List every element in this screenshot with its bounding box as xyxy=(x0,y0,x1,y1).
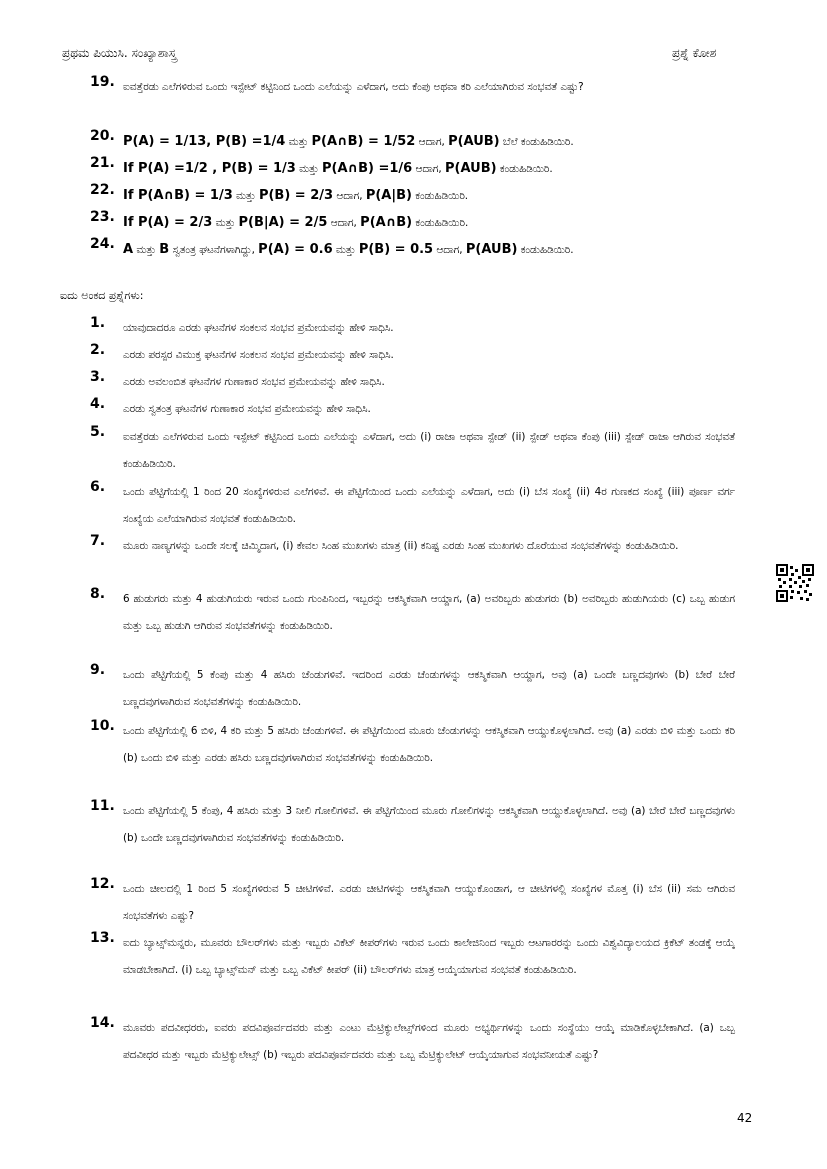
text-fragment: ಬೆಲೆ ಕಂಡುಹಿಡಿಯಿರಿ. xyxy=(499,136,574,148)
question-text xyxy=(123,236,735,264)
question-text xyxy=(123,128,735,156)
math-expression: P(A∩B) =1/6 xyxy=(322,161,413,176)
question-number: 13. xyxy=(90,930,115,946)
question-text xyxy=(123,209,735,237)
math-expression: P(A∩B) xyxy=(360,215,413,230)
text-fragment: ಕಂಡುಹಿಡಿಯಿರಿ. xyxy=(411,190,469,202)
text-fragment: ಮತ್ತು xyxy=(285,136,312,148)
question-number: 3. xyxy=(90,369,106,385)
question-text: ಒಂದು ಚೀಲದಲ್ಲಿ 1 ರಿಂದ 5 ಸಂಖ್ಯೆಗಳಿರುವ 5 ಚೀಟಿಗಳಿವೆ. ಎರಡು ಚೀಟಿಗಳನ್ನು ಆಕಸ್ಮಿಕವಾಗಿ ಆಯ್ದುಕೊಂಡಾಗ, ಆ ಚೀಟಿಗಳಲ್ಲಿ ಸಂಖ್ಯೆಗಳ ಮೊತ್ತ (i) ಬೆಸ (ii) ಸಮ ಆಗಿರುವ ಸಂಭವತೆಗಳು ಎಷ್ಟು? xyxy=(123,883,735,922)
math-expression: P(A) = 1/13, P(B) =1/4 xyxy=(123,134,286,149)
question-number: 11. xyxy=(90,798,115,814)
question-text xyxy=(123,182,735,210)
math-expression: If P(A∩B) = 1/3 xyxy=(123,188,233,203)
math-expression: P(B) = 2/3 xyxy=(258,188,334,203)
question-number: 22. xyxy=(90,182,115,198)
text-fragment: ಮತ್ತು xyxy=(212,217,239,229)
question-text: ಮೂರು ನಾಣ್ಯಗಳನ್ನು ಒಂದೇ ಸಲಕ್ಕೆ ಚಿಮ್ಮಿದಾಗ, (i) ಕೇವಲ ಸಿಂಹ ಮುಖಗಳು ಮಾತ್ರ (ii) ಕನಿಷ್ಟ ಎರಡು ಸಿಂಹ ಮುಖಗಳು ದೊರೆಯುವ ಸಂಭವತೆಗಳನ್ನು ಕಂಡುಹಿಡಿಯಿರಿ. xyxy=(123,540,679,552)
text-fragment: ಮತ್ತು xyxy=(232,190,259,202)
math-expression: P(A) = 0.6 xyxy=(258,242,333,257)
header-right: ಪ್ರಶ್ನೆ ಕೋಶ xyxy=(672,46,717,60)
question-number: 12. xyxy=(90,876,115,892)
text-fragment: ಕಂಡುಹಿಡಿಯಿರಿ. xyxy=(517,244,574,256)
text-fragment: ಆದಾಗ, xyxy=(333,190,366,202)
question-text: ಎರಡು ಪರಸ್ಪರ ವಿಮುಕ್ತ ಘಟನೆಗಳ ಸಂಕಲನ ಸಂಭವ ಪ್ರಮೇಯವನ್ನು ಹೇಳಿ ಸಾಧಿಸಿ. xyxy=(123,349,394,361)
question-number: 2. xyxy=(90,342,106,358)
math-expression: P(AUB) xyxy=(448,134,500,149)
question-text: ಒಂದು ಪೆಟ್ಟಿಗೆಯಲ್ಲಿ 1 ರಿಂದ 20 ಸಂಖ್ಯೆಗಳಿರುವ ಎಲೆಗಳಿವೆ. ಈ ಪೆಟ್ಟಿಗೆಯಿಂದ ಒಂದು ಎಲೆಯನ್ನು ಎಳೆದಾಗ, ಅದು (i) ಬೆಸ ಸಂಖ್ಯೆ (ii) 4ರ ಗುಣಕದ ಸಂಖ್ಯೆ (iii) ಪೂರ್ಣ ವರ್ಗ ಸಂಖ್ಯೆಯ ಎಲೆಯಾಗಿರುವ ಸಂಭವತೆ ಕಂಡುಹಿಡಿಯಿರಿ. xyxy=(123,486,735,525)
qr-code-icon xyxy=(776,564,814,602)
question-number: 23. xyxy=(90,209,115,225)
question-number: 9. xyxy=(90,662,106,678)
text-fragment: ಮತ್ತು xyxy=(295,163,323,175)
math-expression: P(B) = 0.5 xyxy=(358,242,434,257)
text-fragment: ಸ್ವತಂತ್ರ ಘಟನೆಗಳಾಗಿದ್ದು, xyxy=(169,244,259,256)
text-fragment: ಆದಾಗ, xyxy=(415,136,449,148)
question-number: 14. xyxy=(90,1015,115,1031)
math-expression: P(A∩B) = 1/52 xyxy=(311,134,416,149)
text-fragment: ಮತ್ತು xyxy=(332,244,359,256)
header-left: ಪ್ರಥಮ ಪಿಯುಸಿ. ಸಂಖ್ಯಾಶಾಸ್ತ್ರ xyxy=(62,46,177,60)
math-expression: If P(A) = 2/3 xyxy=(123,215,213,230)
page-number: 42 xyxy=(737,1111,753,1125)
question-text: ಎರಡು ಸ್ವತಂತ್ರ ಘಟನೆಗಳ ಗುಣಾಕಾರ ಸಂಭವ ಪ್ರಮೇಯವನ್ನು ಹೇಳಿ ಸಾಧಿಸಿ. xyxy=(123,403,371,415)
math-expression: If P(A) =1/2 , P(B) = 1/3 xyxy=(123,161,296,176)
question-number: 7. xyxy=(90,533,106,549)
question-text: ಮೂವರು ಪದವೀಧರರು, ಐವರು ಪದವಿಪೂರ್ವದವರು ಮತ್ತು ಎಂಟು ಮೆಟ್ರಿಕ್ಯುಲೇಟ್ಸ್‌ಗಳಿಂದ ಮೂರು ಅಭ್ಯರ್ಥಿಗಳನ್ನು ಒಂದು ಸಂಸ್ಥೆಯು ಆಯ್ಕೆ ಮಾಡಿಕೊಳ್ಳಬೇಕಾಗಿದೆ. (a) ಒಬ್ಬ ಪದವೀಧರ ಮತ್ತು ಇಬ್ಬರು ಮೆಟ್ರಿಕ್ಯುಲೇಟ್ಸ್ (b) ಇಬ್ಬರು ಪದವಿಪೂರ್ವದವರು ಮತ್ತು ಒಬ್ಬ ಮೆಟ್ರಿಕ್ಯುಲೇಟ್ ಆಯ್ಕೆಯಾಗುವ ಸಂಭವನೀಯತೆ ಎಷ್ಟು? xyxy=(123,1022,735,1061)
text-fragment: ಕಂಡುಹಿಡಿಯಿರಿ. xyxy=(412,217,469,229)
question-number: 1. xyxy=(90,315,106,331)
question-number: 5. xyxy=(90,424,106,440)
text-fragment: ಆದಾಗ, xyxy=(412,163,446,175)
text-fragment: ಮತ್ತು xyxy=(133,244,160,256)
question-number: 20. xyxy=(90,128,115,144)
text-fragment: ಆದಾಗ, xyxy=(327,217,361,229)
question-number: 19. xyxy=(90,74,115,90)
question-number: 24. xyxy=(90,236,115,252)
question-text: ಒಂದು ಪೆಟ್ಟಿಗೆಯಲ್ಲಿ 5 ಕೆಂಪು, 4 ಹಸಿರು ಮತ್ತು 3 ನೀಲಿ ಗೋಲಿಗಳಿವೆ. ಈ ಪೆಟ್ಟಿಗೆಯಿಂದ ಮೂರು ಗೋಲಿಗಳನ್ನು ಆಕಸ್ಮಿಕವಾಗಿ ಆಯ್ದುಕೊಳ್ಳಲಾಗಿದೆ. ಅವು (a) ಬೇರೆ ಬೇರೆ ಬಣ್ಣದವುಗಳು (b) ಒಂದೇ ಬಣ್ಣದವುಗಳಾಗಿರುವ ಸಂಭವತೆಗಳನ್ನು ಕಂಡುಹಿಡಿಯಿರಿ. xyxy=(123,805,735,844)
math-expression: P(AUB) xyxy=(465,242,518,257)
math-expression: P(B|A) = 2/5 xyxy=(238,215,328,230)
question-text: ಐದು ಬ್ಯಾಟ್ಸ್‌ಮನ್ನರು, ಮೂವರು ಬೌಲರ್‌ಗಳು ಮತ್ತು ಇಬ್ಬರು ವಿಕೆಟ್ ಕೀಪರ್‌ಗಳು ಇರುವ ಒಂದು ಕಾಲೇಜಿನಿಂದ ಇಬ್ಬರು ಆಟಗಾರರನ್ನು ಒಂದು ವಿಶ್ವವಿದ್ಯಾಲಯದ ಕ್ರಿಕೆಟ್ ತಂಡಕ್ಕೆ ಆಯ್ಕೆ ಮಾಡಬೇಕಾಗಿದೆ. (i) ಒಬ್ಬ ಬ್ಯಾಟ್ಸ್‌ಮನ್ ಮತ್ತು ಒಬ್ಬ ವಿಕೆಟ್ ಕೀಪರ್ (ii) ಬೌಲರ್‌ಗಳು ಮಾತ್ರ ಆಯ್ಕೆಯಾಗುವ ಸಂಭವತೆ ಕಂಡುಹಿಡಿಯಿರಿ. xyxy=(123,937,735,976)
question-text xyxy=(123,155,735,183)
math-expression: B xyxy=(159,242,170,257)
text-fragment: ಆದಾಗ, xyxy=(433,244,466,256)
question-text: ಒಂದು ಪೆಟ್ಟಿಗೆಯಲ್ಲಿ 6 ಬಿಳಿ, 4 ಕರಿ ಮತ್ತು 5 ಹಸಿರು ಚೆಂಡುಗಳಿವೆ. ಈ ಪೆಟ್ಟಿಗೆಯಿಂದ ಮೂರು ಚೆಂಡುಗಳನ್ನು ಆಕಸ್ಮಿಕವಾಗಿ ಆಯ್ದುಕೊಳ್ಳಲಾಗಿದೆ. ಅವು (a) ಎರಡು ಬಿಳಿ ಮತ್ತು ಒಂದು ಕರಿ (b) ಒಂದು ಬಿಳಿ ಮತ್ತು ಎರಡು ಹಸಿರು ಬಣ್ಣದವುಗಳಾಗಿರುವ ಸಂಭವತೆಗಳನ್ನು ಕಂಡುಹಿಡಿಯಿರಿ. xyxy=(123,725,735,764)
math-expression: P(AUB) xyxy=(445,161,497,176)
question-number: 10. xyxy=(90,718,115,734)
question-text: ಐವತ್ತೆರಡು ಎಲೆಗಳಿರುವ ಒಂದು ಇಸ್ಪೇಟ್ ಕಟ್ಟಿನಿಂದ ಒಂದು ಎಲೆಯನ್ನು ಎಳೆದಾಗ, ಅದು ಕೆಂಪು ಅಥವಾ ಕರಿ ಎಲೆಯಾಗಿರುವ ಸಂಭವತೆ ಎಷ್ಟು? xyxy=(123,81,584,93)
question-text: ಯಾವುದಾದರೂ ಎರಡು ಘಟನೆಗಳ ಸಂಕಲನ ಸಂಭವ ಪ್ರಮೇಯವನ್ನು ಹೇಳಿ ಸಾಧಿಸಿ. xyxy=(123,322,394,334)
math-expression: P(A|B) xyxy=(365,188,412,203)
question-number: 21. xyxy=(90,155,115,171)
question-number: 6. xyxy=(90,479,106,495)
question-text: ಎರಡು ಅವಲಂಬಿತ ಘಟನೆಗಳ ಗುಣಾಕಾರ ಸಂಭವ ಪ್ರಮೇಯವನ್ನು ಹೇಳಿ ಸಾಧಿಸಿ. xyxy=(123,376,385,388)
section-title: ಐದು ಅಂಕದ ಪ್ರಶ್ನೆಗಳು: xyxy=(60,289,144,302)
question-number: 8. xyxy=(90,586,106,602)
question-text: ಒಂದು ಪೆಟ್ಟಿಗೆಯಲ್ಲಿ 5 ಕೆಂಪು ಮತ್ತು 4 ಹಸಿರು ಚೆಂಡುಗಳಿವೆ. ಇದರಿಂದ ಎರಡು ಚೆಂಡುಗಳನ್ನು ಆಕಸ್ಮಿಕವಾಗಿ ಆಯ್ದಾಗ, ಅವು (a) ಒಂದೇ ಬಣ್ಣದವುಗಳು (b) ಬೇರೆ ಬೇರೆ ಬಣ್ಣದವುಗಳಾಗಿರುವ ಸಂಭವತೆಗಳನ್ನು ಕಂಡುಹಿಡಿಯಿರಿ. xyxy=(123,669,735,708)
question-text: ಐವತ್ತೆರಡು ಎಲೆಗಳಿರುವ ಒಂದು ಇಸ್ಪೇಟ್ ಕಟ್ಟಿನಿಂದ ಒಂದು ಎಲೆಯನ್ನು ಎಳೆದಾಗ, ಅದು (i) ರಾಜಾ ಅಥವಾ ಸ್ಪೇಡ್ (ii) ಸ್ಪೇಡ್ ಅಥವಾ ಕೆಂಪು (iii) ಸ್ಪೇಡ್ ರಾಜಾ ಆಗಿರುವ ಸಂಭವತೆ ಕಂಡುಹಿಡಿಯಿರಿ. xyxy=(123,431,735,470)
math-expression: A xyxy=(123,242,134,257)
question-number: 4. xyxy=(90,396,106,412)
text-fragment: ಕಂಡುಹಿಡಿಯಿರಿ. xyxy=(496,163,553,175)
question-text: 6 ಹುಡುಗರು ಮತ್ತು 4 ಹುಡುಗಿಯರು ಇರುವ ಒಂದು ಗುಂಪಿನಿಂದ, ಇಬ್ಬರನ್ನು ಆಕಸ್ಮಿಕವಾಗಿ ಆಯ್ದಾಗ, (a) ಅವರಿಬ್ಬರು ಹುಡುಗರು (b) ಅವರಿಬ್ಬರು ಹುಡುಗಿಯರು (c) ಒಬ್ಬ ಹುಡುಗ ಮತ್ತು ಒಬ್ಬ ಹುಡುಗಿ ಆಗಿರುವ ಸಂಭವತೆಗಳನ್ನು ಕಂಡುಹಿಡಿಯಿರಿ. xyxy=(123,593,735,632)
